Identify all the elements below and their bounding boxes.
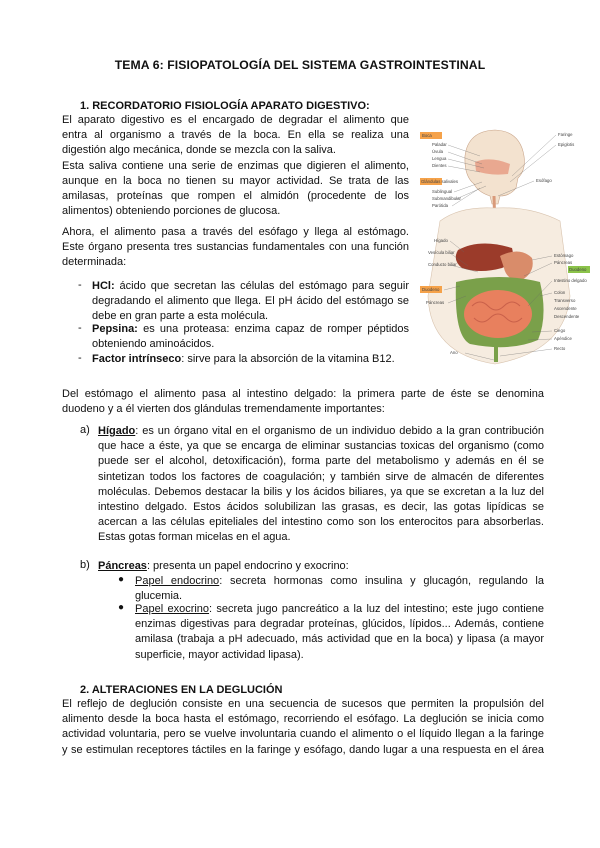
papel-endocrino [135,574,544,604]
sub-bullet: ● [118,602,125,613]
text-line: duodeno y a él vierten dos glándulas tremendamente importantes: [62,403,385,416]
list-marker-a: a) [80,424,90,436]
fig-label: Descendente [554,314,580,319]
term-text: ácido que secretan las células del estómago para seguir [114,280,409,292]
text-line: Del estómago el alimento pasa al intestino delgado: la primera parte de éste se denomina [62,388,544,400]
list-item-pepsina [92,322,409,352]
text-line: superficie, mayor actividad lipasa). [135,648,304,661]
duodeno-paragraph [62,387,544,417]
fig-label: Colon [554,290,566,295]
text-line: degradando el alimento que llega. El pH ácido del estómago se [92,295,409,308]
papel-exocrino [135,602,544,663]
intro-paragraph [62,113,409,219]
fig-label: Ciego [554,328,566,333]
text-line: puede ser el alcohol, detoxificación), forma parte del metabolismo y además en él se [98,455,544,468]
fig-label: Duodeno [422,287,440,292]
higado-paragraph [98,424,544,546]
fig-label: Hígado [434,238,448,243]
term-factor: Factor intrínseco [92,353,182,365]
text-line: digestión algo mecánica, donde se mezcla con la saliva. [62,144,336,157]
list-item-factor [92,352,409,367]
text-line: amilasas, proteínas que rompen el almidón (procedente de los [62,189,409,202]
term-text: : es un órgano vital en el organismo de un individuo debido a la gran contribución [135,425,544,437]
stomach-paragraph [62,225,409,271]
text-line [92,322,409,337]
fig-label: Epiglotis [558,142,575,147]
text-line: amilasa (trabaja a pH adecuado, más actividad que en la boca) y lipasa (a mayor [135,633,544,646]
text-line: sintetizan todos los factores de coagulación; y también sirve de almacén de diferentes [98,470,544,483]
fig-label: Boca [422,133,432,138]
fig-label: Faringe [558,132,573,137]
section-1-heading: 1. RECORDATORIO FISIOLOGÍA APARATO DIGESTIVO: [80,100,370,112]
fig-label: Páncreas [554,260,573,265]
text-line: El aparato digestivo es el encargado de degradar el alimento que [62,114,409,126]
text-line: El reflejo de deglución consiste en una secuencia de sucesos que permiten la propulsión del [62,698,544,710]
fig-label: Dientes [432,163,447,168]
text-line: Este órgano presenta tres sustancias fundamentales con una función [62,241,409,254]
text-line: moléculas. Debemos destacar la bilis y los ácidos biliares, ya que se excretan a la luz del [98,485,544,498]
term-text: : secreta hormonas como insulina y glucagón, regulando la [219,575,544,587]
text-line [98,559,544,574]
fig-label: Úvula [432,149,443,154]
text-line [98,424,544,439]
term-endocrino: Papel endocrino [135,575,220,587]
text-line: intestino delgado. Estos ácidos solubilizan las grasas, es decir, las gotas lipídicas se [98,500,544,513]
text-line: enzimas digestivas para degradar proteínas, glúcidos, lípidos... Además, contiene [135,618,544,631]
text-line: y se estimulan receptores táctiles en la faringe y esófago, dando lugar a una respuesta en el área [62,743,544,756]
fig-label: Vesícula biliar [428,250,455,255]
fig-label: Parótida [432,203,449,208]
text-line: Ahora, el alimento pasa a través del esófago y llega al estómago. [62,226,409,238]
fig-label: Páncreas [426,300,445,305]
term-text: : presenta un papel endocrino y exocrino: [146,560,349,572]
term-text: es una proteasa: enzima capaz de romper péptidos [137,323,409,335]
fig-label: Ano [450,350,458,355]
page-title: TEMA 6: FISIOPATOLOGÍA DEL SISTEMA GASTROINTESTINAL [114,58,486,72]
term-text: : secreta jugo pancreático a la luz del intestino; este jugo contiene [209,603,544,615]
section-2-heading: 2. ALTERACIONES EN LA DEGLUCIÓN [80,684,283,696]
fig-label: Paladar [432,142,447,147]
fig-label: Sublingual [432,189,453,194]
text-line: que hace a éste, ya que se encarga de eliminar sustancias toxicas del organismo (como [98,440,544,453]
fig-label: Conducto biliar [428,262,457,267]
text-line: alimento desde la boca hasta el estómago, recorriendo el esófago. La deglución se inicia como [62,713,544,726]
fig-label: Recto [554,346,566,351]
text-line: debe en gran parte a esta molécula. [92,310,269,323]
text-line: determinada: [62,256,127,269]
fig-label: Duodeno [569,267,587,272]
text-line [92,279,409,294]
list-bullet: - [78,279,82,291]
term-pancreas: Páncreas [98,560,147,572]
text-line [135,602,544,617]
text-line: entra al organismo a través de la boca. En ella se realiza una [62,129,409,142]
fig-label: Lengua [432,156,447,161]
text-line [92,352,409,367]
term-text: : sirve para la absorción de la vitamina B12. [181,353,395,365]
term-pepsina: Pepsina: [92,323,138,335]
term-hcl: HCl: [92,280,115,292]
term-higado: Hígado [98,425,136,437]
text-line: aunque en la boca no tienen su mayor actividad. Se trata de las [62,174,409,187]
text-line: Esta saliva contiene una serie de enzimas que digieren el alimento, [62,159,409,172]
list-bullet: - [78,352,82,364]
text-line [135,574,544,589]
text-line: actividad voluntaria, pero se vuelve involuntaria cuando el alimento o el líquido llegan a la faringe [62,728,544,741]
fig-label: Esófago [536,178,552,183]
term-exocrino: Papel exocrino [135,603,210,615]
deglucion-paragraph [62,697,544,758]
fig-label: Glándulas salivales [421,179,459,184]
pancreas-heading-line [98,559,544,574]
text-line: acercan a las células epiteliales del intestino como son los enterocitos para absorberlas. [98,516,544,529]
list-bullet: - [78,322,82,334]
sub-bullet: ● [118,574,125,585]
fig-label: Estómago [554,253,574,258]
fig-label: Ascendente [554,306,577,311]
text-line: Estas gotas forman micelas en el agua. [98,531,291,544]
fig-label: Apéndice [554,336,572,341]
fig-label: Submandibular [432,196,461,201]
text-line: glucemia. [135,590,183,603]
text-line: alimentos) obteniendo porciones de glucosa. [62,205,281,218]
fig-label: Transverso [554,298,576,303]
list-marker-b: b) [80,559,90,571]
digestive-system-illustration [420,126,590,371]
text-line: obteniendo aminoácidos. [92,338,215,351]
fig-label: Intestino delgado [554,278,587,283]
list-item-hcl [92,279,409,325]
